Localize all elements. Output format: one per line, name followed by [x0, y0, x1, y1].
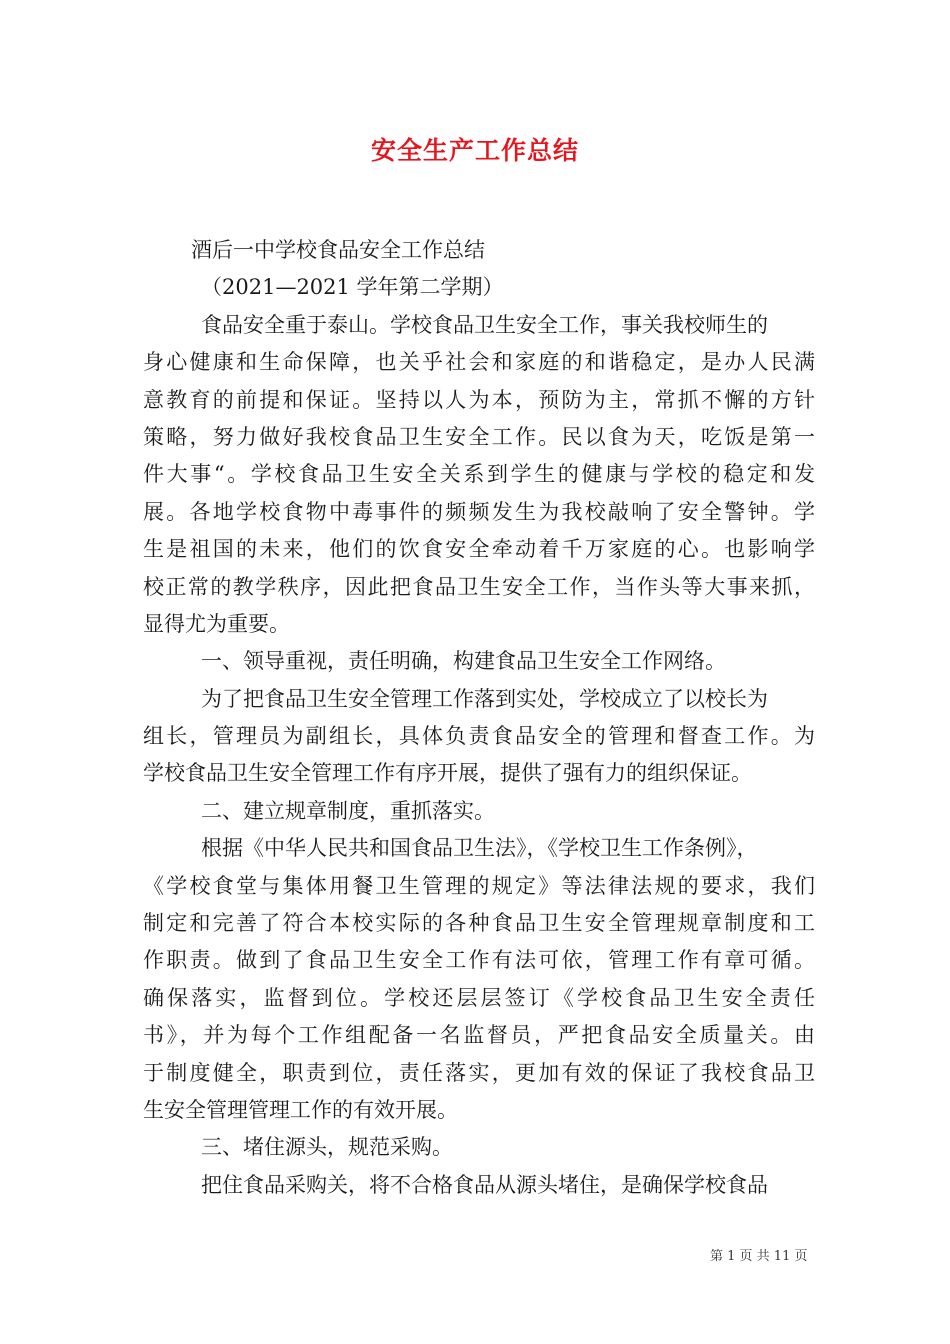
section-heading: 三、堵住源头，规范采购。: [201, 1135, 453, 1160]
paragraph-line: 根据《中华人民共和国食品卫生法》，《学校卫生工作条例》，: [201, 836, 758, 861]
paragraph-line: 组长，管理员为副组长，具体负责食品安全的管理和督查工作。为: [143, 724, 815, 749]
paragraph-line: 显得尤为重要。: [143, 611, 290, 636]
paragraph-line: 学校食品卫生安全管理工作有序开展，提供了强有力的组织保证。: [143, 761, 752, 786]
paragraph-line: 意教育的前提和保证。坚持以人为本，预防为主，常抓不懈的方针: [143, 387, 815, 412]
subtitle: 酒后一中学校食品安全工作总结: [191, 238, 485, 262]
paragraph-line: 制定和完善了符合本校实际的各种食品卫生安全管理规章制度和工: [143, 911, 815, 936]
paragraph-line: 于制度健全，职责到位，责任落实，更加有效的保证了我校食品卫: [143, 1060, 815, 1085]
paragraph-line: 生是祖国的未来，他们的饮食安全牵动着千万家庭的心。也影响学: [143, 537, 815, 562]
page-title: 安全生产工作总结: [370, 136, 579, 165]
section-heading: 二、建立规章制度，重抓落实。: [201, 798, 495, 823]
document-body: [143, 232, 815, 1204]
paragraph-line: 展。各地学校食物中毒事件的频频发生为我校敲响了安全警钟。学: [143, 499, 815, 524]
paragraph-line: 作职责。做到了食品卫生安全工作有法可依，管理工作有章可循。: [143, 948, 815, 973]
section-heading: 一、领导重视，责任明确，构建食品卫生安全工作网络。: [201, 649, 726, 674]
paragraph-line: 件大事“。学校食品卫生安全关系到学生的健康与学校的稳定和发: [143, 462, 815, 487]
paragraph-line: 《学校食堂与集体用餐卫生管理的规定》等法律法规的要求，我们: [143, 873, 815, 898]
paragraph-line: 把住食品采购关，将不合格食品从源头堵住，是确保学校食品: [201, 1172, 768, 1197]
paragraph-line: 书》，并为每个工作组配备一名监督员，严把食品安全质量关。由: [143, 1023, 815, 1048]
paragraph-line: 策略，努力做好我校食品卫生安全工作。民以食为天，吃饭是第一: [143, 424, 815, 449]
page-number: 第 1 页 共 11 页: [710, 1249, 808, 1264]
paragraph-line: 生安全管理管理工作的有效开展。: [143, 1097, 458, 1122]
paragraph-line: 确保落实，监督到位。学校还层层签订《学校食品卫生安全责任: [143, 985, 815, 1010]
term-line: （2021—2021 学年第二学期）: [201, 275, 504, 300]
paragraph-line: 食品安全重于泰山。学校食品卫生安全工作，事关我校师生的: [201, 312, 768, 337]
paragraph-line: 身心健康和生命保障，也关乎社会和家庭的和谐稳定，是办人民满: [143, 350, 815, 375]
paragraph-line: 校正常的教学秩序，因此把食品卫生安全工作，当作头等大事来抓，: [143, 574, 815, 599]
paragraph-line: 为了把食品卫生安全管理工作落到实处，学校成立了以校长为: [201, 686, 768, 711]
